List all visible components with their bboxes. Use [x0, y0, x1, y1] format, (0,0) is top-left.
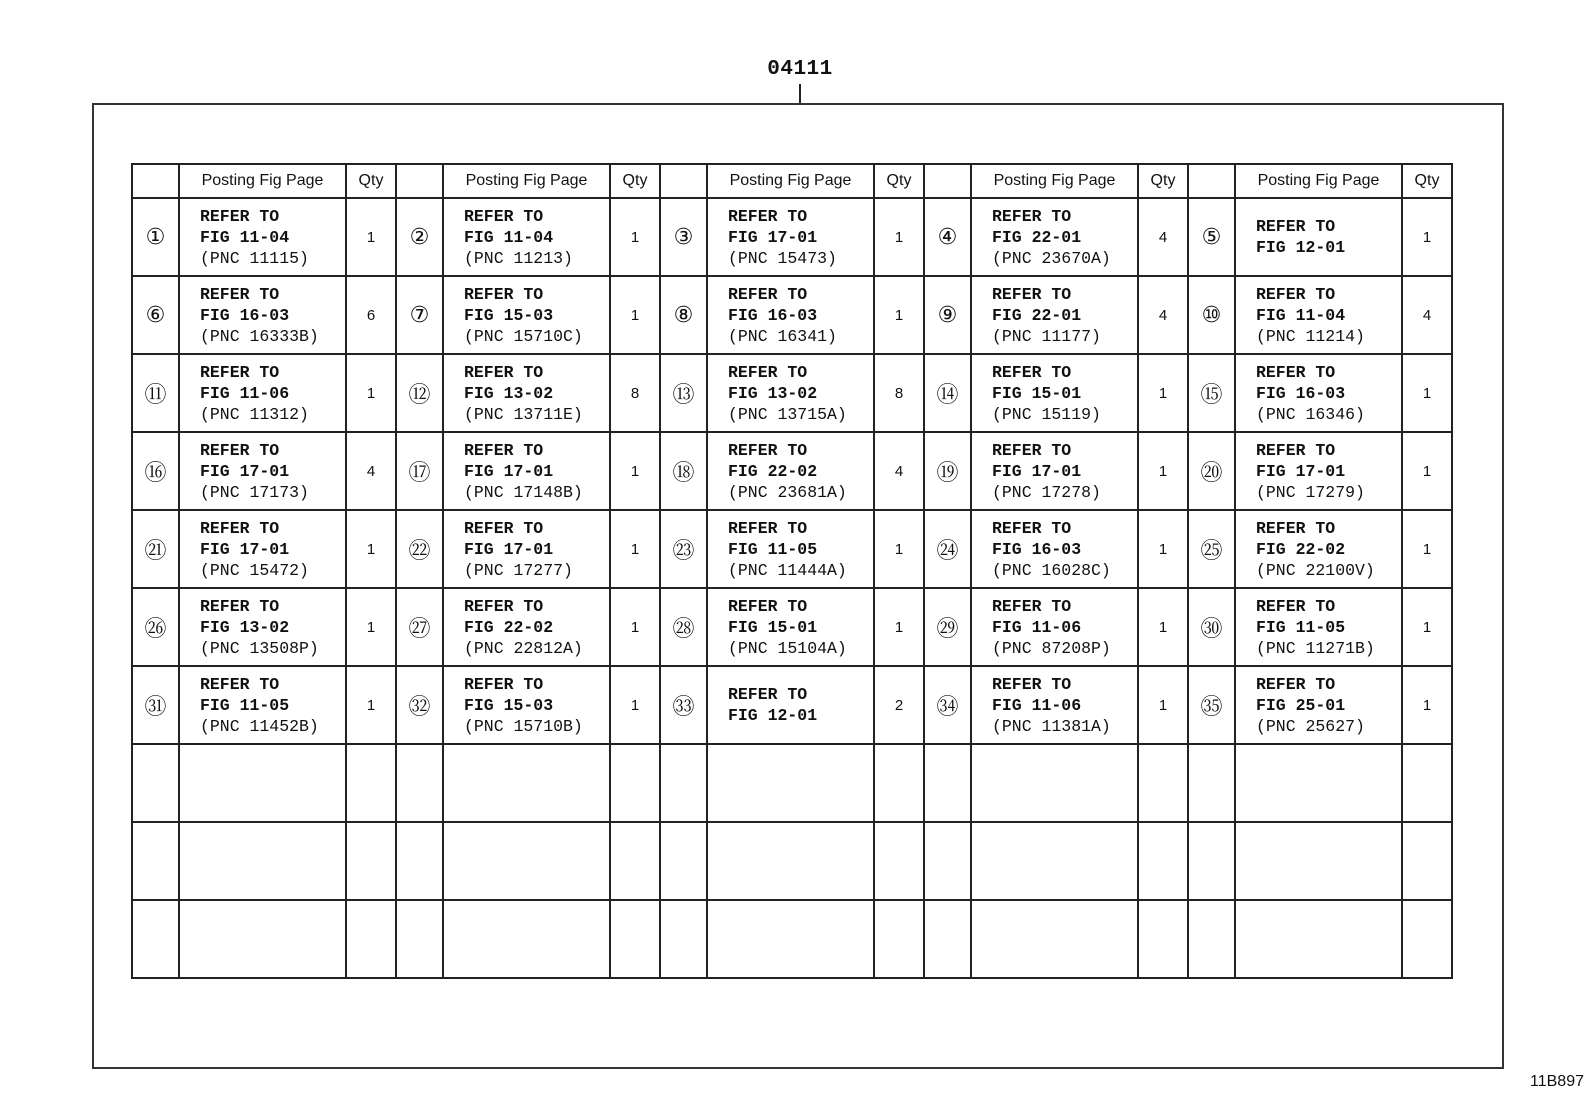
table-row	[132, 510, 1452, 588]
reference-cell	[1235, 432, 1402, 510]
pnc-reference: (PNC 11214)	[1256, 326, 1365, 346]
empty-cell	[874, 822, 924, 900]
empty-cell	[1188, 822, 1235, 900]
figure-reference: FIG 17-01	[1256, 461, 1346, 481]
reference-cell	[971, 198, 1138, 276]
figure-reference: FIG 22-01	[992, 227, 1082, 247]
pnc-reference: (PNC 11452B)	[200, 716, 319, 736]
pnc-reference: (PNC 15472)	[200, 560, 309, 580]
refer-to-text: REFER TO	[464, 674, 544, 694]
quantity: 1	[1138, 666, 1188, 744]
quantity: 1	[874, 276, 924, 354]
quantity: 4	[1138, 198, 1188, 276]
quantity: 1	[1138, 354, 1188, 432]
empty-cell	[1235, 822, 1402, 900]
refer-to-text: REFER TO	[992, 206, 1072, 226]
pnc-reference: (PNC 23670A)	[992, 248, 1111, 268]
pnc-reference: (PNC 15710C)	[464, 326, 583, 346]
table-row	[132, 432, 1452, 510]
reference-cell	[707, 354, 874, 432]
reference-cell	[443, 666, 610, 744]
empty-cell	[971, 744, 1138, 822]
quantity: 6	[346, 276, 396, 354]
header-number-cell	[660, 164, 707, 198]
empty-cell	[924, 900, 971, 978]
reference-cell	[707, 588, 874, 666]
item-number: ⑩	[1188, 276, 1235, 354]
pnc-reference: (PNC 22812A)	[464, 638, 583, 658]
empty-cell	[1138, 744, 1188, 822]
header-qty: Qty	[610, 164, 660, 198]
reference-cell	[707, 510, 874, 588]
empty-row	[132, 900, 1452, 978]
reference-cell	[443, 354, 610, 432]
pnc-reference: (PNC 15119)	[992, 404, 1101, 424]
pnc-reference: (PNC 15710B)	[464, 716, 583, 736]
figure-reference: FIG 17-01	[464, 539, 554, 559]
item-number: ㉑	[132, 510, 179, 588]
item-number: ⑫	[396, 354, 443, 432]
refer-to-text: REFER TO	[200, 518, 280, 538]
header-number-cell	[396, 164, 443, 198]
quantity: 1	[610, 588, 660, 666]
figure-reference: FIG 17-01	[200, 461, 290, 481]
reference-cell	[179, 198, 346, 276]
empty-cell	[443, 744, 610, 822]
pnc-reference: (PNC 25627)	[1256, 716, 1365, 736]
pnc-reference: (PNC 17277)	[464, 560, 573, 580]
refer-to-text: REFER TO	[464, 206, 544, 226]
empty-cell	[610, 822, 660, 900]
pnc-reference: (PNC 17279)	[1256, 482, 1365, 502]
empty-cell	[971, 822, 1138, 900]
quantity: 1	[610, 510, 660, 588]
pnc-reference: (PNC 15473)	[728, 248, 837, 268]
empty-cell	[1188, 744, 1235, 822]
refer-to-text: REFER TO	[728, 518, 808, 538]
reference-cell	[179, 432, 346, 510]
quantity: 1	[346, 588, 396, 666]
item-number: ㉜	[396, 666, 443, 744]
item-number: ⑨	[924, 276, 971, 354]
pnc-reference: (PNC 16341)	[728, 326, 837, 346]
reference-cell	[179, 276, 346, 354]
reference-cell	[971, 666, 1138, 744]
figure-reference: FIG 11-05	[200, 695, 290, 715]
figure-reference: FIG 11-06	[992, 617, 1082, 637]
figure-reference: FIG 12-01	[1256, 238, 1346, 257]
empty-cell	[707, 900, 874, 978]
item-number: ㉗	[396, 588, 443, 666]
empty-cell	[346, 900, 396, 978]
reference-cell	[1235, 198, 1402, 276]
figure-reference: FIG 15-03	[464, 305, 554, 325]
empty-cell	[396, 744, 443, 822]
pnc-reference: (PNC 22100V)	[1256, 560, 1375, 580]
reference-cell	[971, 354, 1138, 432]
reference-cell	[971, 588, 1138, 666]
empty-cell	[1235, 744, 1402, 822]
table-row	[132, 198, 1452, 276]
quantity: 1	[346, 354, 396, 432]
pnc-reference: (PNC 11213)	[464, 248, 573, 268]
quantity: 2	[874, 666, 924, 744]
figure-reference: FIG 11-04	[464, 227, 554, 247]
leader-line	[799, 84, 801, 104]
reference-cell	[179, 510, 346, 588]
item-number: ⑱	[660, 432, 707, 510]
quantity: 1	[610, 276, 660, 354]
figure-reference: FIG 15-01	[992, 383, 1082, 403]
item-number: ㉙	[924, 588, 971, 666]
refer-to-text: REFER TO	[992, 596, 1072, 616]
refer-to-text: REFER TO	[728, 284, 808, 304]
empty-cell	[924, 744, 971, 822]
figure-reference: FIG 13-02	[464, 383, 554, 403]
reference-cell	[443, 510, 610, 588]
empty-cell	[660, 744, 707, 822]
quantity: 1	[610, 432, 660, 510]
item-number: ㉟	[1188, 666, 1235, 744]
pnc-reference: (PNC 11312)	[200, 404, 309, 424]
empty-cell	[1402, 900, 1452, 978]
quantity: 1	[1138, 510, 1188, 588]
empty-cell	[707, 744, 874, 822]
figure-reference: FIG 22-01	[992, 305, 1082, 325]
reference-cell	[1235, 588, 1402, 666]
item-number: ㉓	[660, 510, 707, 588]
figure-reference: FIG 17-01	[992, 461, 1082, 481]
item-number: ⑪	[132, 354, 179, 432]
refer-to-text: REFER TO	[728, 440, 808, 460]
header-posting-fig-page: Posting Fig Page	[707, 164, 874, 198]
pnc-reference: (PNC 17148B)	[464, 482, 583, 502]
reference-cell	[443, 198, 610, 276]
item-number: ⑭	[924, 354, 971, 432]
empty-cell	[346, 744, 396, 822]
figure-reference: FIG 22-02	[464, 617, 554, 637]
refer-to-text: REFER TO	[200, 596, 280, 616]
item-number: ⑮	[1188, 354, 1235, 432]
empty-cell	[1138, 822, 1188, 900]
quantity: 1	[346, 510, 396, 588]
item-number: ③	[660, 198, 707, 276]
header-qty: Qty	[1402, 164, 1452, 198]
header-number-cell	[1188, 164, 1235, 198]
refer-to-text: REFER TO	[728, 596, 808, 616]
empty-cell	[1402, 822, 1452, 900]
figure-reference: FIG 13-02	[728, 383, 818, 403]
quantity: 1	[874, 588, 924, 666]
table-row	[132, 276, 1452, 354]
empty-cell	[443, 900, 610, 978]
quantity: 1	[1402, 432, 1452, 510]
figure-reference: FIG 16-03	[200, 305, 290, 325]
quantity: 1	[1138, 432, 1188, 510]
empty-cell	[610, 744, 660, 822]
refer-to-text: REFER TO	[200, 674, 280, 694]
refer-to-text: REFER TO	[200, 206, 280, 226]
reference-cell	[971, 276, 1138, 354]
empty-cell	[132, 744, 179, 822]
figure-reference: FIG 17-01	[200, 539, 290, 559]
empty-cell	[924, 822, 971, 900]
empty-cell	[874, 744, 924, 822]
quantity: 1	[1402, 666, 1452, 744]
pnc-reference: (PNC 11381A)	[992, 716, 1111, 736]
figure-reference: FIG 11-06	[992, 695, 1082, 715]
refer-to-text: REFER TO	[464, 596, 544, 616]
refer-to-text: REFER TO	[1256, 518, 1336, 538]
table-row	[132, 354, 1452, 432]
table-row	[132, 588, 1452, 666]
empty-cell	[1138, 900, 1188, 978]
part-number-label: 04111	[767, 58, 833, 81]
empty-row	[132, 822, 1452, 900]
item-number: ⑰	[396, 432, 443, 510]
figure-reference: FIG 17-01	[464, 461, 554, 481]
refer-to-text: REFER TO	[728, 362, 808, 382]
header-posting-fig-page: Posting Fig Page	[179, 164, 346, 198]
refer-to-text: REFER TO	[992, 284, 1072, 304]
figure-reference: FIG 15-03	[464, 695, 554, 715]
item-number: ㉛	[132, 666, 179, 744]
quantity: 1	[874, 198, 924, 276]
empty-cell	[132, 900, 179, 978]
pnc-reference: (PNC 11177)	[992, 326, 1101, 346]
quantity: 1	[1402, 510, 1452, 588]
item-number: ㉔	[924, 510, 971, 588]
refer-to-text: REFER TO	[1256, 674, 1336, 694]
quantity: 1	[1402, 588, 1452, 666]
figure-reference: FIG 11-06	[200, 383, 290, 403]
reference-cell	[971, 510, 1138, 588]
header-qty: Qty	[1138, 164, 1188, 198]
reference-cell	[1235, 666, 1402, 744]
reference-cell	[443, 276, 610, 354]
refer-to-text: REFER TO	[728, 685, 808, 704]
reference-cell	[707, 276, 874, 354]
figure-reference: FIG 25-01	[1256, 695, 1346, 715]
item-number: ②	[396, 198, 443, 276]
figure-reference: FIG 22-02	[728, 461, 818, 481]
item-number: ④	[924, 198, 971, 276]
pnc-reference: (PNC 11271B)	[1256, 638, 1375, 658]
quantity: 1	[1138, 588, 1188, 666]
refer-to-text: REFER TO	[1256, 440, 1336, 460]
quantity: 1	[874, 510, 924, 588]
pnc-reference: (PNC 16333B)	[200, 326, 319, 346]
pnc-reference: (PNC 87208P)	[992, 638, 1111, 658]
figure-reference: FIG 11-05	[728, 539, 818, 559]
pnc-reference: (PNC 16346)	[1256, 404, 1365, 424]
refer-to-text: REFER TO	[464, 284, 544, 304]
item-number: ⑯	[132, 432, 179, 510]
figure-reference: FIG 15-01	[728, 617, 818, 637]
quantity: 1	[346, 666, 396, 744]
reference-cell	[707, 198, 874, 276]
refer-to-text: REFER TO	[200, 284, 280, 304]
header-number-cell	[132, 164, 179, 198]
figure-reference: FIG 11-04	[1256, 305, 1346, 325]
quantity: 1	[1402, 198, 1452, 276]
item-number: ⑥	[132, 276, 179, 354]
reference-cell	[443, 588, 610, 666]
pnc-reference: (PNC 11115)	[200, 248, 309, 268]
header-qty: Qty	[346, 164, 396, 198]
empty-row	[132, 744, 1452, 822]
reference-cell	[1235, 510, 1402, 588]
refer-to-text: REFER TO	[200, 362, 280, 382]
pnc-reference: (PNC 13715A)	[728, 404, 847, 424]
reference-cell	[443, 432, 610, 510]
quantity: 8	[610, 354, 660, 432]
empty-cell	[396, 900, 443, 978]
empty-cell	[132, 822, 179, 900]
pnc-reference: (PNC 15104A)	[728, 638, 847, 658]
figure-reference: FIG 11-04	[200, 227, 290, 247]
item-number: ㉝	[660, 666, 707, 744]
pnc-reference: (PNC 11444A)	[728, 560, 847, 580]
reference-cell	[179, 354, 346, 432]
item-number: ㉚	[1188, 588, 1235, 666]
item-number: ⑤	[1188, 198, 1235, 276]
quantity: 1	[1402, 354, 1452, 432]
figure-reference: FIG 16-03	[992, 539, 1082, 559]
empty-cell	[1188, 900, 1235, 978]
refer-to-text: REFER TO	[992, 362, 1072, 382]
empty-cell	[971, 900, 1138, 978]
empty-cell	[396, 822, 443, 900]
empty-cell	[660, 822, 707, 900]
figure-reference: FIG 16-03	[728, 305, 818, 325]
header-posting-fig-page: Posting Fig Page	[971, 164, 1138, 198]
empty-cell	[707, 822, 874, 900]
refer-to-text: REFER TO	[1256, 362, 1336, 382]
item-number: ⑳	[1188, 432, 1235, 510]
table-row	[132, 666, 1452, 744]
refer-to-text: REFER TO	[992, 518, 1072, 538]
pnc-reference: (PNC 13508P)	[200, 638, 319, 658]
empty-cell	[179, 744, 346, 822]
reference-table-body	[132, 164, 1452, 978]
refer-to-text: REFER TO	[1256, 217, 1336, 236]
figure-reference: FIG 16-03	[1256, 383, 1346, 403]
reference-cell	[707, 666, 874, 744]
refer-to-text: REFER TO	[200, 440, 280, 460]
item-number: ⑦	[396, 276, 443, 354]
item-number: ㉕	[1188, 510, 1235, 588]
figure-reference: FIG 13-02	[200, 617, 290, 637]
reference-cell	[1235, 276, 1402, 354]
item-number: ㉖	[132, 588, 179, 666]
reference-cell	[971, 432, 1138, 510]
item-number: ⑧	[660, 276, 707, 354]
empty-cell	[1402, 744, 1452, 822]
empty-cell	[346, 822, 396, 900]
header-number-cell	[924, 164, 971, 198]
header-posting-fig-page: Posting Fig Page	[443, 164, 610, 198]
empty-cell	[610, 900, 660, 978]
quantity: 4	[1402, 276, 1452, 354]
refer-to-text: REFER TO	[464, 518, 544, 538]
reference-cell	[179, 588, 346, 666]
quantity: 4	[346, 432, 396, 510]
refer-to-text: REFER TO	[992, 440, 1072, 460]
empty-cell	[443, 822, 610, 900]
empty-cell	[1235, 900, 1402, 978]
pnc-reference: (PNC 17173)	[200, 482, 309, 502]
reference-cell	[179, 666, 346, 744]
pnc-reference: (PNC 23681A)	[728, 482, 847, 502]
refer-to-text: REFER TO	[464, 362, 544, 382]
reference-cell	[707, 432, 874, 510]
pnc-reference: (PNC 17278)	[992, 482, 1101, 502]
header-qty: Qty	[874, 164, 924, 198]
item-number: ⑲	[924, 432, 971, 510]
header-row	[132, 164, 1452, 198]
empty-cell	[874, 900, 924, 978]
figure-reference: FIG 22-02	[1256, 539, 1346, 559]
quantity: 1	[610, 666, 660, 744]
illustration-code: 11B897	[1530, 1073, 1584, 1090]
item-number: ①	[132, 198, 179, 276]
refer-to-text: REFER TO	[1256, 596, 1336, 616]
quantity: 8	[874, 354, 924, 432]
item-number: ㉒	[396, 510, 443, 588]
pnc-reference: (PNC 16028C)	[992, 560, 1111, 580]
item-number: ㉞	[924, 666, 971, 744]
figure-reference: FIG 11-05	[1256, 617, 1346, 637]
empty-cell	[179, 822, 346, 900]
refer-to-text: REFER TO	[992, 674, 1072, 694]
item-number: ㉘	[660, 588, 707, 666]
quantity: 1	[610, 198, 660, 276]
item-number: ⑬	[660, 354, 707, 432]
reference-cell	[1235, 354, 1402, 432]
quantity: 1	[346, 198, 396, 276]
reference-table	[131, 163, 1453, 979]
pnc-reference: (PNC 13711E)	[464, 404, 583, 424]
figure-reference: FIG 12-01	[728, 706, 818, 725]
header-posting-fig-page: Posting Fig Page	[1235, 164, 1402, 198]
quantity: 4	[1138, 276, 1188, 354]
empty-cell	[660, 900, 707, 978]
quantity: 4	[874, 432, 924, 510]
figure-reference: FIG 17-01	[728, 227, 818, 247]
refer-to-text: REFER TO	[1256, 284, 1336, 304]
refer-to-text: REFER TO	[464, 440, 544, 460]
empty-cell	[179, 900, 346, 978]
refer-to-text: REFER TO	[728, 206, 808, 226]
